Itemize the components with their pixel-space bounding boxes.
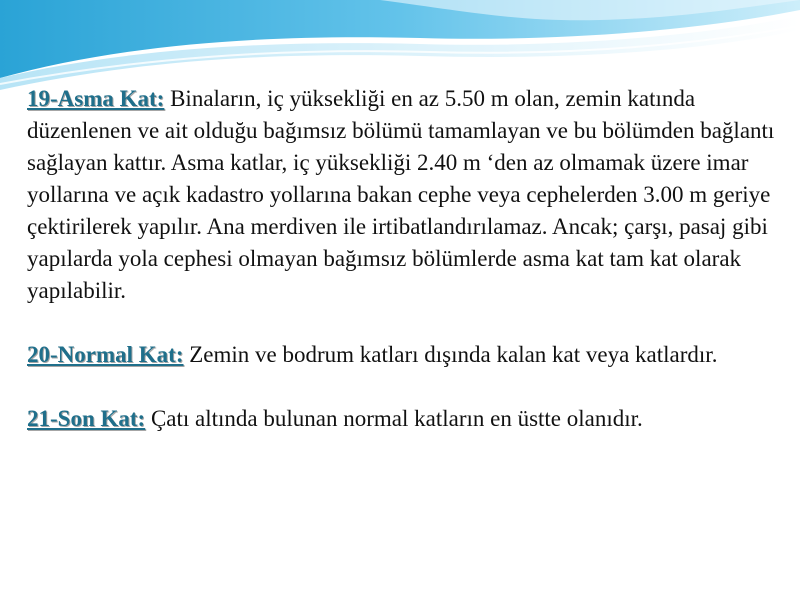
term-son-kat: 21-Son Kat: <box>27 406 146 431</box>
definition-text-normal-kat: Zemin ve bodrum katları dışında kalan kat veya katlardır. <box>183 342 718 367</box>
definition-son-kat <box>27 403 797 435</box>
definition-text-son-kat: Çatı altında bulunan normal katların en üstte olanıdır. <box>145 406 643 431</box>
definition-normal-kat <box>27 339 797 371</box>
definition-text-asma-kat: Binaların, iç yüksekliği en az 5.50 m olan, zemin katında düzenlenen ve ait olduğu bağımsız bölümü tamamlayan ve bu bölümden bağlantı sağlayan kattır. Asma katlar, iç yüksekliği 2.40 m ‘den az olmamak üzere imar yollarına ve açık kadastro yollarına bakan cephe veya cephelerden 3.00 m geriye çektirilerek yapılır. Ana merdiven ile irtibatlandırılamaz. Ancak; çarşı, pasaj gibi yapılarda yola cephesi olmayan bağımsız bölümlerde asma kat tam kat olarak yapılabilir. <box>27 86 775 303</box>
header-wave-decoration <box>0 0 800 90</box>
definitions-body <box>27 83 797 467</box>
term-normal-kat: 20-Normal Kat: <box>27 342 184 367</box>
definition-asma-kat <box>27 83 797 307</box>
term-asma-kat: 19-Asma Kat: <box>27 86 165 111</box>
